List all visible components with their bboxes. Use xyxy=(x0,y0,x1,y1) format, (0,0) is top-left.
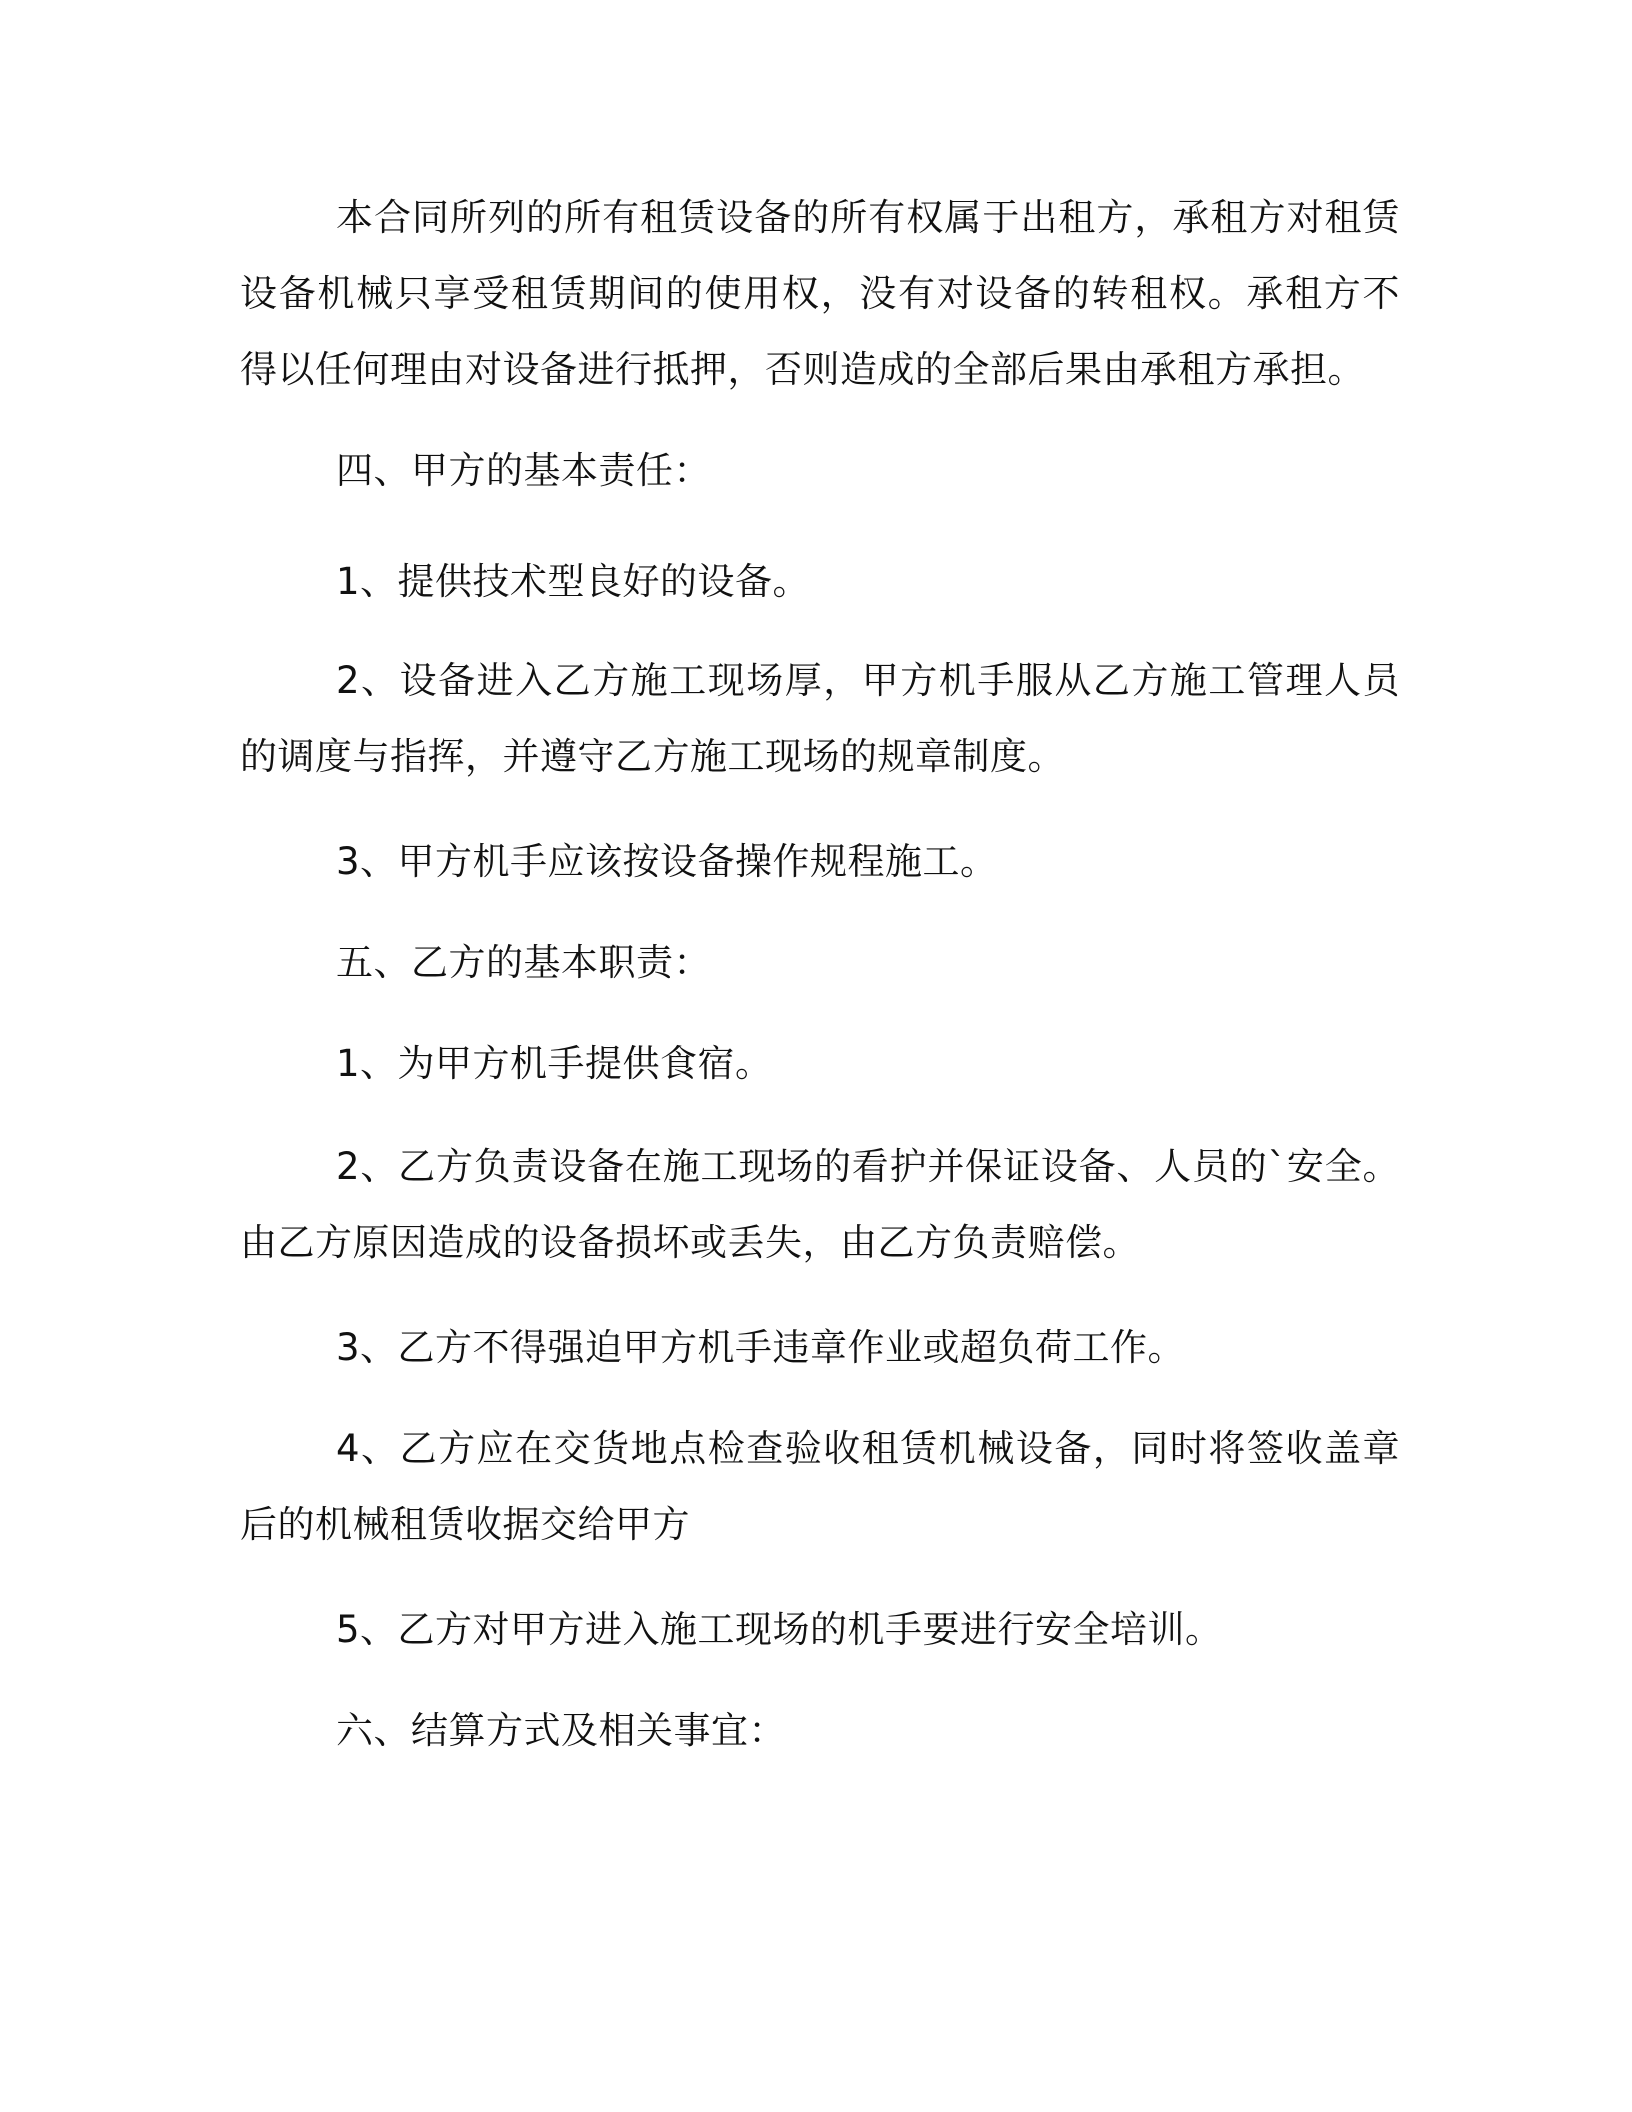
party-a-item-3: 3、甲方机手应该按设备操作规程施工。 xyxy=(336,840,998,883)
party-a-item-1: 1、提供技术型良好的设备。 xyxy=(336,560,811,603)
party-b-item-4: 4、乙方应在交货地点检查验收租赁机械设备，同时将签收盖章后的机械租赁收据交给甲方 xyxy=(240,1427,1400,1546)
party-a-item-2: 2、设备进入乙方施工现场厚，甲方机手服从乙方施工管理人员的调度与指挥，并遵守乙方施工现场的规章制度。 xyxy=(240,659,1400,778)
party-b-item-5: 5、乙方对甲方进入施工现场的机手要进行安全培训。 xyxy=(336,1608,1223,1651)
paragraph-ownership: 本合同所列的所有租赁设备的所有权属于出租方，承租方对租赁设备机械只享受租赁期间的使用权，没有对设备的转租权。承租方不得以任何理由对设备进行抵押，否则造成的全部后果由承租方承担。 xyxy=(240,196,1400,391)
section-heading-party-b-duties: 五、乙方的基本职责： xyxy=(336,941,711,984)
section-heading-settlement: 六、结算方式及相关事宜： xyxy=(336,1709,786,1752)
section-heading-party-a-responsibilities: 四、甲方的基本责任： xyxy=(336,449,711,492)
party-b-item-1: 1、为甲方机手提供食宿。 xyxy=(336,1042,773,1085)
party-b-item-2: 2、乙方负责设备在施工现场的看护并保证设备、人员的`安全。由乙方原因造成的设备损坏或丢失，由乙方负责赔偿。 xyxy=(240,1145,1400,1264)
party-b-item-3: 3、乙方不得强迫甲方机手违章作业或超负荷工作。 xyxy=(336,1326,1186,1369)
